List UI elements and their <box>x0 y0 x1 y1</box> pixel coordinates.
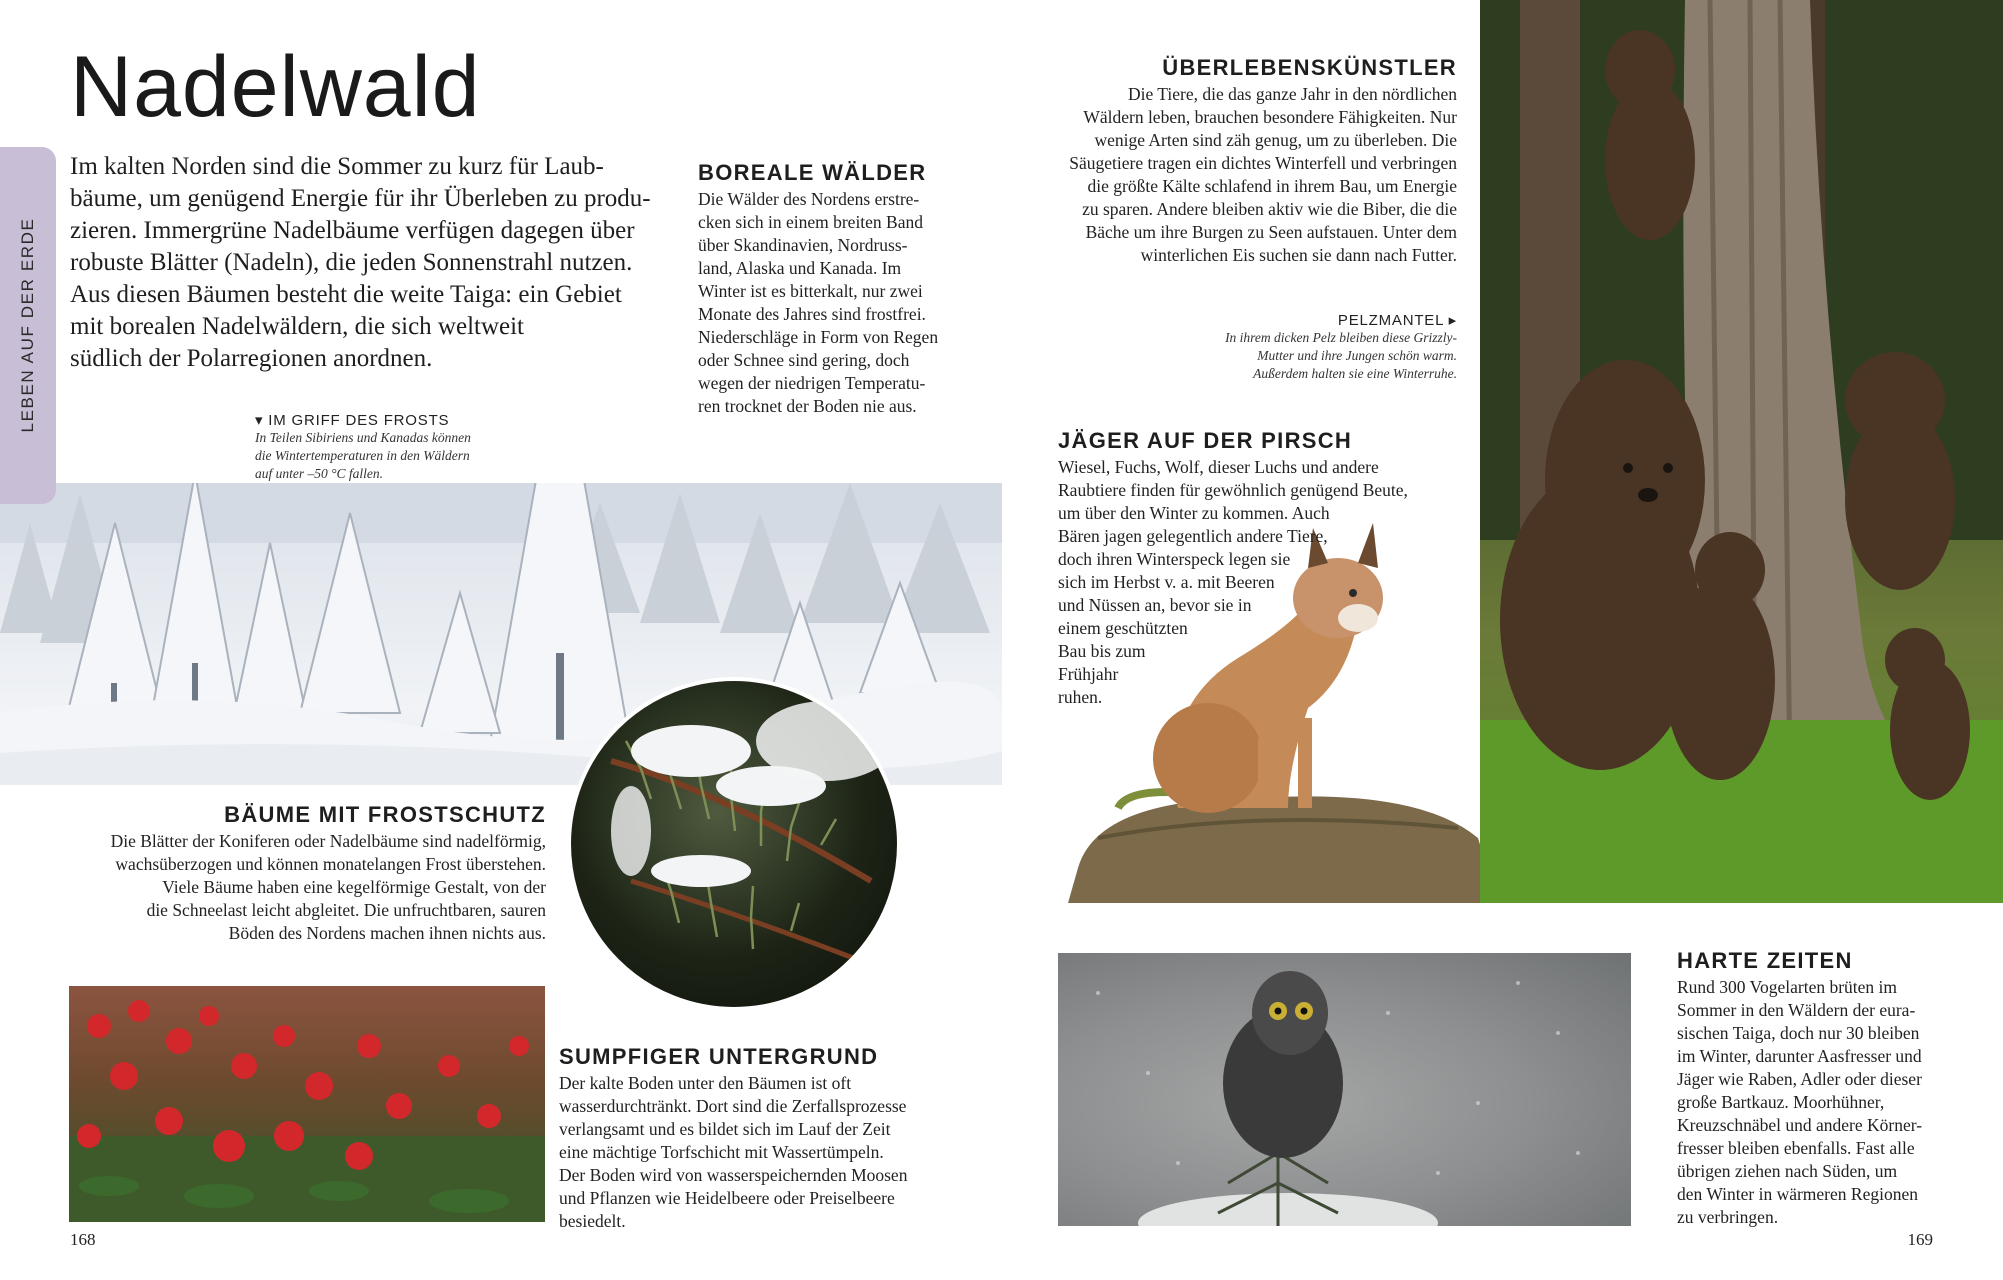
body-line: Winter ist es bitterkalt, nur zwei <box>698 281 923 301</box>
body-line: doch ihren Winterspeck legen sie <box>1058 549 1291 569</box>
body-line: wachsüberzogen und können monatelangen Frost überstehen. <box>115 854 546 874</box>
body-line: winterlichen Eis suchen sie dann nach Futter. <box>1140 245 1457 265</box>
body-line: Rund 300 Vogelarten brüten im <box>1677 977 1898 997</box>
intro-line: mit borealen Nadelwäldern, die sich weltweit <box>70 313 525 340</box>
body-line: Bau bis zum <box>1058 641 1146 661</box>
intro-line: zieren. Immergrüne Nadelbäume verfügen dagegen über <box>70 217 635 244</box>
body-line: land, Alaska und Kanada. Im <box>698 258 902 278</box>
body-line: zu verbringen. <box>1677 1207 1779 1227</box>
section-hunters-heading: JÄGER AUF DER PIRSCH <box>1058 428 1353 453</box>
body-line: Der kalte Boden unter den Bäumen ist oft <box>559 1073 852 1093</box>
body-line: und Pflanzen wie Heidelbeere oder Preiselbeere <box>559 1188 895 1208</box>
body-line: besiedelt. <box>559 1211 626 1231</box>
section-survivors-heading: ÜBERLEBENSKÜNSTLER <box>1162 55 1457 80</box>
body-line: Raubtiere finden für gewöhnlich genügend Beute, <box>1058 480 1408 500</box>
body-line: wenige Arten sind zäh genug, um zu überleben. Die <box>1094 130 1457 150</box>
section-survivors <box>1069 55 1457 267</box>
body-line: die größte Kälte schlafend in ihrem Bau, um Energie <box>1087 176 1457 196</box>
body-line: Wiesel, Fuchs, Wolf, dieser Luchs und andere <box>1058 457 1379 477</box>
great-grey-owl-photo <box>1058 953 1631 1226</box>
body-line: oder Schnee sind gering, doch <box>698 350 910 370</box>
body-line: einem geschützten <box>1058 618 1188 638</box>
caption-fur-heading: PELZMANTEL ▸ <box>1337 312 1457 329</box>
body-line: Viele Bäume haben eine kegelförmige Gestalt, von der <box>162 877 546 897</box>
caption-fur-line: Mutter und ihre Jungen schön warm. <box>1257 348 1457 363</box>
body-line: Der Boden wird von wasserspeichernden Moosen <box>559 1165 908 1185</box>
section-hunters <box>1058 428 1408 709</box>
body-line: Niederschläge in Form von Regen <box>698 327 939 347</box>
body-line: und Nüssen an, bevor sie in <box>1058 595 1252 615</box>
body-line: übrigen ziehen nach Süden, um <box>1677 1161 1898 1181</box>
caption-fur-line: In ihrem dicken Pelz bleiben diese Grizzly- <box>1225 330 1457 345</box>
cranberries-photo <box>69 986 545 1222</box>
section-hard-times <box>1677 948 1922 1229</box>
page-number-left: 168 <box>70 1230 96 1249</box>
body-line: eine mächtige Torfschicht mit Wassertümpeln. <box>559 1142 884 1162</box>
body-line: Die Blätter der Koniferen oder Nadelbäume sind nadelförmig, <box>110 831 546 851</box>
section-swamp <box>559 1044 907 1233</box>
body-line: verlangsamt und es bildet sich im Lauf der Zeit <box>559 1119 891 1139</box>
section-hardtimes-heading: HARTE ZEITEN <box>1677 948 1853 973</box>
body-line: Böden des Nordens machen ihnen nichts aus. <box>228 923 546 943</box>
body-line: ruhen. <box>1058 687 1103 707</box>
spruce-branch-photo <box>567 677 901 1011</box>
section-swamp-heading: SUMPFIGER UNTERGRUND <box>559 1044 879 1069</box>
intro-line: bäume, um genügend Energie für ihr Überleben zu produ- <box>70 185 651 212</box>
body-line: Sommer in den Wäldern der eura- <box>1677 1000 1916 1020</box>
section-frost-protection <box>111 802 546 945</box>
body-line: zu sparen. Andere bleiben aktiv wie die Biber, die die <box>1082 199 1457 219</box>
body-line: Bären jagen gelegentlich andere Tiere, <box>1058 526 1328 546</box>
body-line: große Bartkauz. Moorhühner, <box>1677 1092 1885 1112</box>
section-boreal-forests <box>698 160 938 418</box>
body-line: sischen Taiga, doch nur 30 bleiben <box>1677 1023 1920 1043</box>
caption-frost-line: die Wintertemperaturen in den Wäldern <box>255 448 470 463</box>
body-line: Frühjahr <box>1058 664 1119 684</box>
body-line: wasserdurchtränkt. Dort sind die Zerfallsprozesse <box>559 1096 907 1116</box>
intro-line: Aus diesen Bäumen besteht die weite Taiga: ein Gebiet <box>70 281 622 308</box>
body-line: Kreuzschnäbel und andere Körner- <box>1677 1115 1923 1135</box>
caption-fur-line: Außerdem halten sie eine Winterruhe. <box>1253 366 1457 381</box>
body-line: Wäldern leben, brauchen besondere Fähigkeiten. Nur <box>1083 107 1457 127</box>
caption-fur <box>1225 311 1457 383</box>
caption-frost-line: In Teilen Sibiriens und Kanadas können <box>255 430 471 445</box>
section-frostprotect-heading: BÄUME MIT FROSTSCHUTZ <box>224 802 546 827</box>
body-line: Die Tiere, die das ganze Jahr in den nördlichen <box>1127 84 1457 104</box>
intro-line: robuste Blätter (Nadeln), die jeden Sonnenstrahl nutzen. <box>70 249 633 276</box>
body-line: Bäche um ihre Burgen zu Seen aufstauen. Unter dem <box>1085 222 1457 242</box>
body-line: im Winter, darunter Aasfresser und <box>1677 1046 1922 1066</box>
body-line: sich im Herbst v. a. mit Beeren <box>1058 572 1275 592</box>
caption-frost-heading: ▾ IM GRIFF DES FROSTS <box>255 412 450 429</box>
page-number-right: 169 <box>1907 1230 1933 1249</box>
body-line: cken sich in einem breiten Band <box>698 212 923 232</box>
body-line: um über den Winter zu kommen. Auch <box>1058 503 1330 523</box>
body-line: Jäger wie Raben, Adler oder dieser <box>1677 1069 1922 1089</box>
intro-paragraph <box>70 151 651 375</box>
intro-line: Im kalten Norden sind die Sommer zu kurz für Laub- <box>70 153 604 180</box>
body-line: die Schneelast leicht abgleitet. Die unfruchtbaren, sauren <box>146 900 546 920</box>
section-boreal-heading: BOREALE WÄLDER <box>698 160 927 185</box>
chapter-side-tab <box>0 147 56 504</box>
body-line: wegen der niedrigen Temperatu- <box>698 373 926 393</box>
body-line: ren trocknet der Boden nie aus. <box>698 396 917 416</box>
body-line: über Skandinavien, Nordruss- <box>698 235 908 255</box>
grizzly-bears-photo <box>1480 0 2003 903</box>
page-title: Nadelwald <box>70 39 481 135</box>
chapter-label: LEBEN AUF DER ERDE <box>18 217 37 433</box>
body-line: Monate des Jahres sind frostfrei. <box>698 304 926 324</box>
caption-frost-line: auf unter –50 °C fallen. <box>255 466 384 481</box>
body-line: den Winter in wärmeren Regionen <box>1677 1184 1918 1204</box>
intro-line: südlich der Polarregionen anordnen. <box>70 345 433 372</box>
body-line: fresser bleiben ebenfalls. Fast alle <box>1677 1138 1915 1158</box>
body-line: Die Wälder des Nordens erstre- <box>698 189 920 209</box>
body-line: Säugetiere tragen ein dichtes Winterfell und verbringen <box>1069 153 1457 173</box>
caption-frost <box>255 411 471 483</box>
